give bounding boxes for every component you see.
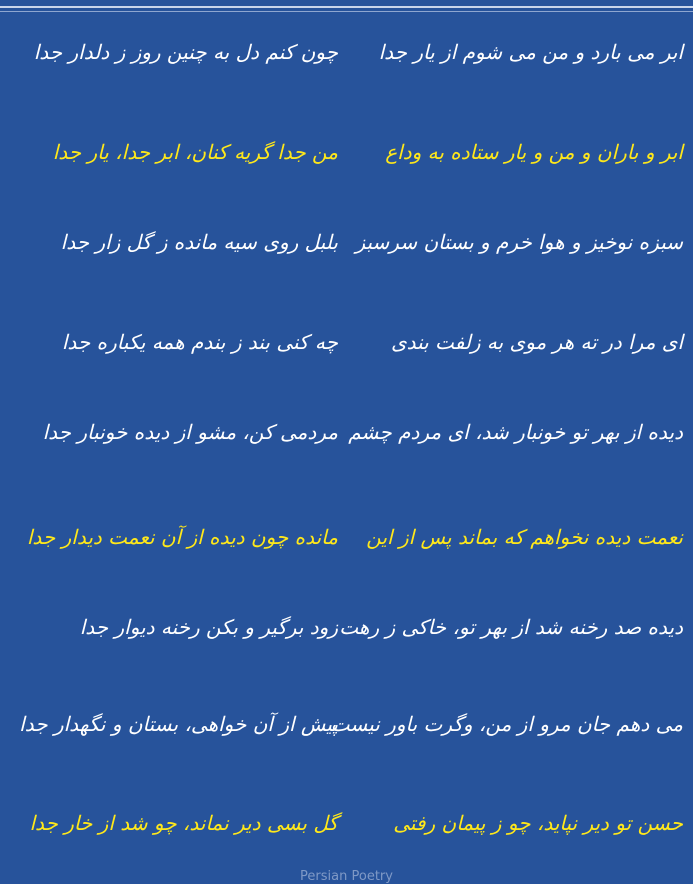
verse-row <box>0 212 693 272</box>
hemistich-second: مردمی کن، مشو از دیده خونبار جدا <box>42 420 338 444</box>
hemistich-second: چون کنم دل به چنین روز ز دلدار جدا <box>33 40 338 64</box>
verse-row <box>0 122 693 182</box>
verse-row <box>0 312 693 372</box>
hemistich-first: سبزه نوخیز و هوا خرم و بستان سرسبز <box>355 230 683 254</box>
verse-row <box>0 22 693 82</box>
hemistich-second: من جدا گریه کنان، ابر جدا، یار جدا <box>52 140 338 164</box>
hemistich-second: گل بسی دیر نماند، چو شد از خار جدا <box>29 811 338 835</box>
footer-caption: Persian Poetry <box>300 869 393 884</box>
hemistich-second: مانده چون دیده از آن نعمت دیدار جدا <box>26 525 338 549</box>
hemistich-first: دیده از بهر تو خونبار شد، ای مردم چشم <box>348 420 683 444</box>
top-divider <box>0 6 693 8</box>
verse-row <box>0 694 693 754</box>
hemistich-first: دیده صد رخنه شد از بهر تو، خاکی ز رهت <box>339 615 683 639</box>
hemistich-first: ابر و باران و من و یار ستاده به وداع <box>385 140 683 164</box>
top-divider-thin <box>0 11 693 12</box>
hemistich-first: ابر می بارد و من می شوم از یار جدا <box>378 40 683 64</box>
hemistich-first: حسن تو دیر نپاید، چو ز پیمان رفتی <box>393 811 683 835</box>
hemistich-first: ای مرا در ته هر موی به زلفت بندی <box>390 330 683 354</box>
verse-row <box>0 793 693 853</box>
hemistich-second: پیش از آن خواهی، بستان و نگهدار جدا <box>19 712 338 736</box>
verse-row <box>0 597 693 657</box>
hemistich-first: نعمت دیده نخواهم که بماند پس از این <box>366 525 683 549</box>
hemistich-second: چه کنی بند ز بندم همه یکباره جدا <box>61 330 338 354</box>
hemistich-second: بلبل روی سیه مانده ز گل زار جدا <box>60 230 338 254</box>
hemistich-first: می دهم جان مرو از من، وگرت باور نیست <box>330 712 683 736</box>
verse-row <box>0 402 693 462</box>
hemistich-second: زود برگیر و بکن رخنه دیوار جدا <box>79 615 338 639</box>
verse-row <box>0 507 693 567</box>
